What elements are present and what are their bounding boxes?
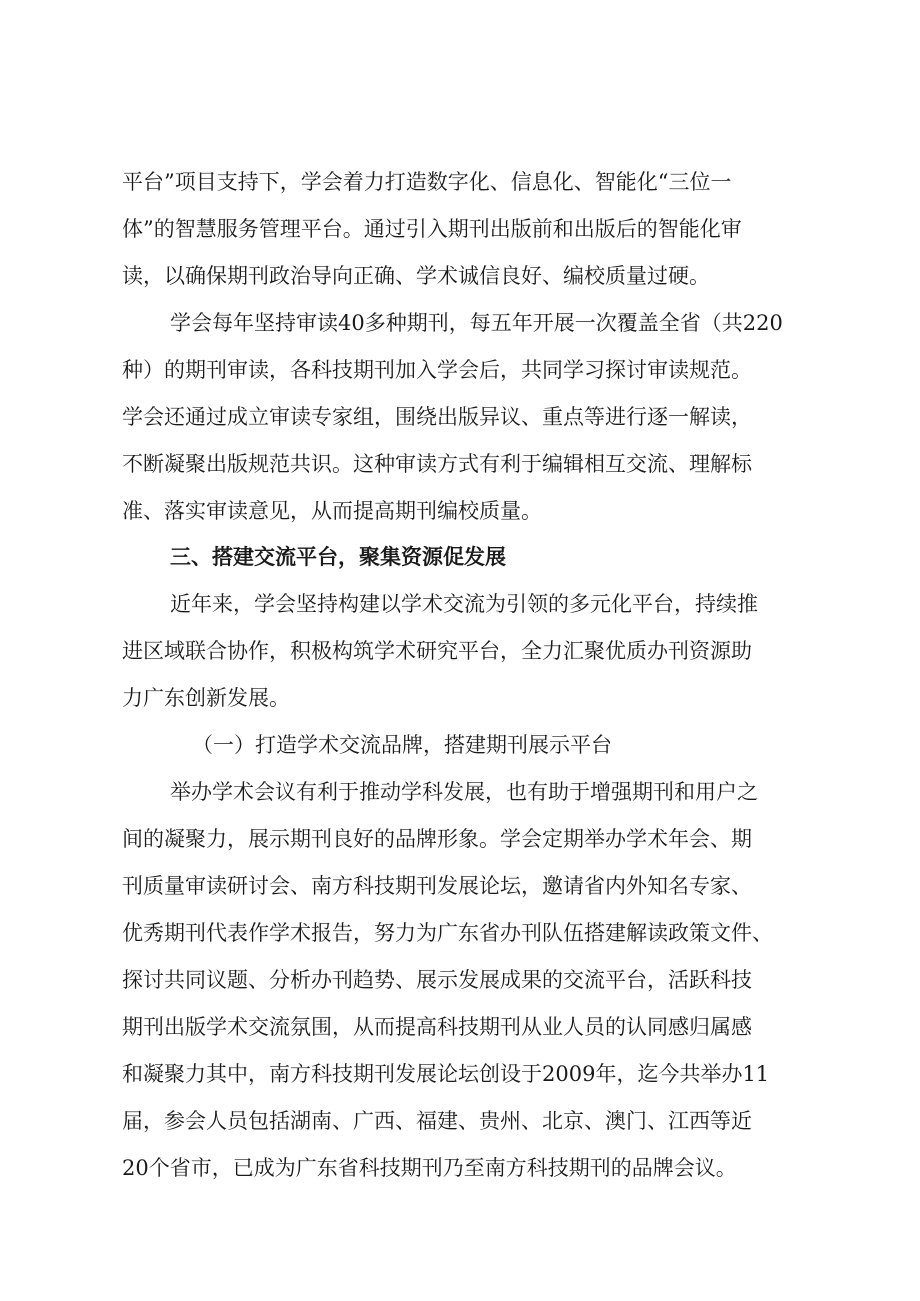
line-text: 平台”项目支持下，学会着力打造数字化、信息化、智能化“三位一 — [122, 170, 732, 194]
line-text: 和凝聚力其中，南方科技期刊发展论坛创设于2009年，迄今共举办11 — [122, 1062, 770, 1086]
line-text: 间的凝聚力，展示期刊良好的品牌形象。学会定期举办学术年会、期 — [122, 827, 752, 851]
paragraph-line — [0, 1007, 920, 1047]
paragraph-line — [0, 1054, 920, 1094]
line-text: 学会还通过成立审读专家组，围绕出版异议、重点等进行逐一解读， — [122, 405, 752, 429]
line-text: 举办学术会议有利于推动学科发展，也有助于增强期刊和用户之 — [170, 780, 758, 804]
subsection-heading — [0, 725, 920, 765]
line-text: 种）的期刊审读，各科技期刊加入学会后，共同学习探讨审读规范。 — [122, 358, 752, 382]
paragraph-line — [0, 960, 920, 1000]
line-text: 探讨共同议题、分析办刊趋势、展示发展成果的交流平台，活跃科技 — [122, 968, 752, 992]
line-text: 准、落实审读意见，从而提高期刊编校质量。 — [122, 499, 542, 523]
line-text: 期刊出版学术交流氛围，从而提高科技期刊从业人员的认同感归属感 — [122, 1015, 752, 1039]
paragraph-line — [0, 819, 920, 859]
paragraph-line — [0, 1148, 920, 1188]
paragraph-line — [0, 350, 920, 390]
line-text: 学会每年坚持审读40多种期刊，每五年开展一次覆盖全省（共220 — [170, 311, 783, 335]
line-text: 优秀期刊代表作学术报告，努力为广东省办刊队伍搭建解读政策文件、 — [122, 921, 773, 945]
paragraph-line — [0, 678, 920, 718]
line-text: 体”的智慧服务管理平台。通过引入期刊出版前和出版后的智能化审 — [122, 217, 742, 241]
line-text: 力广东创新发展。 — [122, 686, 290, 710]
paragraph-line — [0, 209, 920, 249]
section-heading — [0, 537, 920, 577]
paragraph-line — [0, 1101, 920, 1141]
paragraph-line — [0, 397, 920, 437]
line-text: 不断凝聚出版规范共识。这种审读方式有利于编辑相互交流、理解标 — [122, 452, 752, 476]
paragraph-line — [0, 303, 920, 343]
paragraph-line — [0, 584, 920, 624]
paragraph-line — [0, 772, 920, 812]
line-text: 读，以确保期刊政治导向正确、学术诚信良好、编校质量过硬。 — [122, 264, 710, 288]
section-heading-text: 三、搭建交流平台，聚集资源促发展 — [170, 545, 506, 569]
line-text: 20个省市，已成为广东省科技期刊乃至南方科技期刊的品牌会议。 — [122, 1156, 737, 1180]
paragraph-line — [0, 444, 920, 484]
paragraph-line — [0, 256, 920, 296]
line-text: 近年来，学会坚持构建以学术交流为引领的多元化平台，持续推 — [170, 592, 758, 616]
line-text: 刊质量审读研讨会、南方科技期刊发展论坛，邀请省内外知名专家、 — [122, 874, 752, 898]
line-text: 进区域联合协作，积极构筑学术研究平台，全力汇聚优质办刊资源助 — [122, 639, 752, 663]
paragraph-line — [0, 866, 920, 906]
paragraph-line — [0, 913, 920, 953]
paragraph-line — [0, 162, 920, 202]
paragraph-line — [0, 631, 920, 671]
line-text: 届，参会人员包括湖南、广西、福建、贵州、北京、澳门、江西等近 — [122, 1109, 752, 1133]
paragraph-line — [0, 491, 920, 531]
subsection-heading-text: （一）打造学术交流品牌，搭建期刊展示平台 — [192, 733, 612, 757]
